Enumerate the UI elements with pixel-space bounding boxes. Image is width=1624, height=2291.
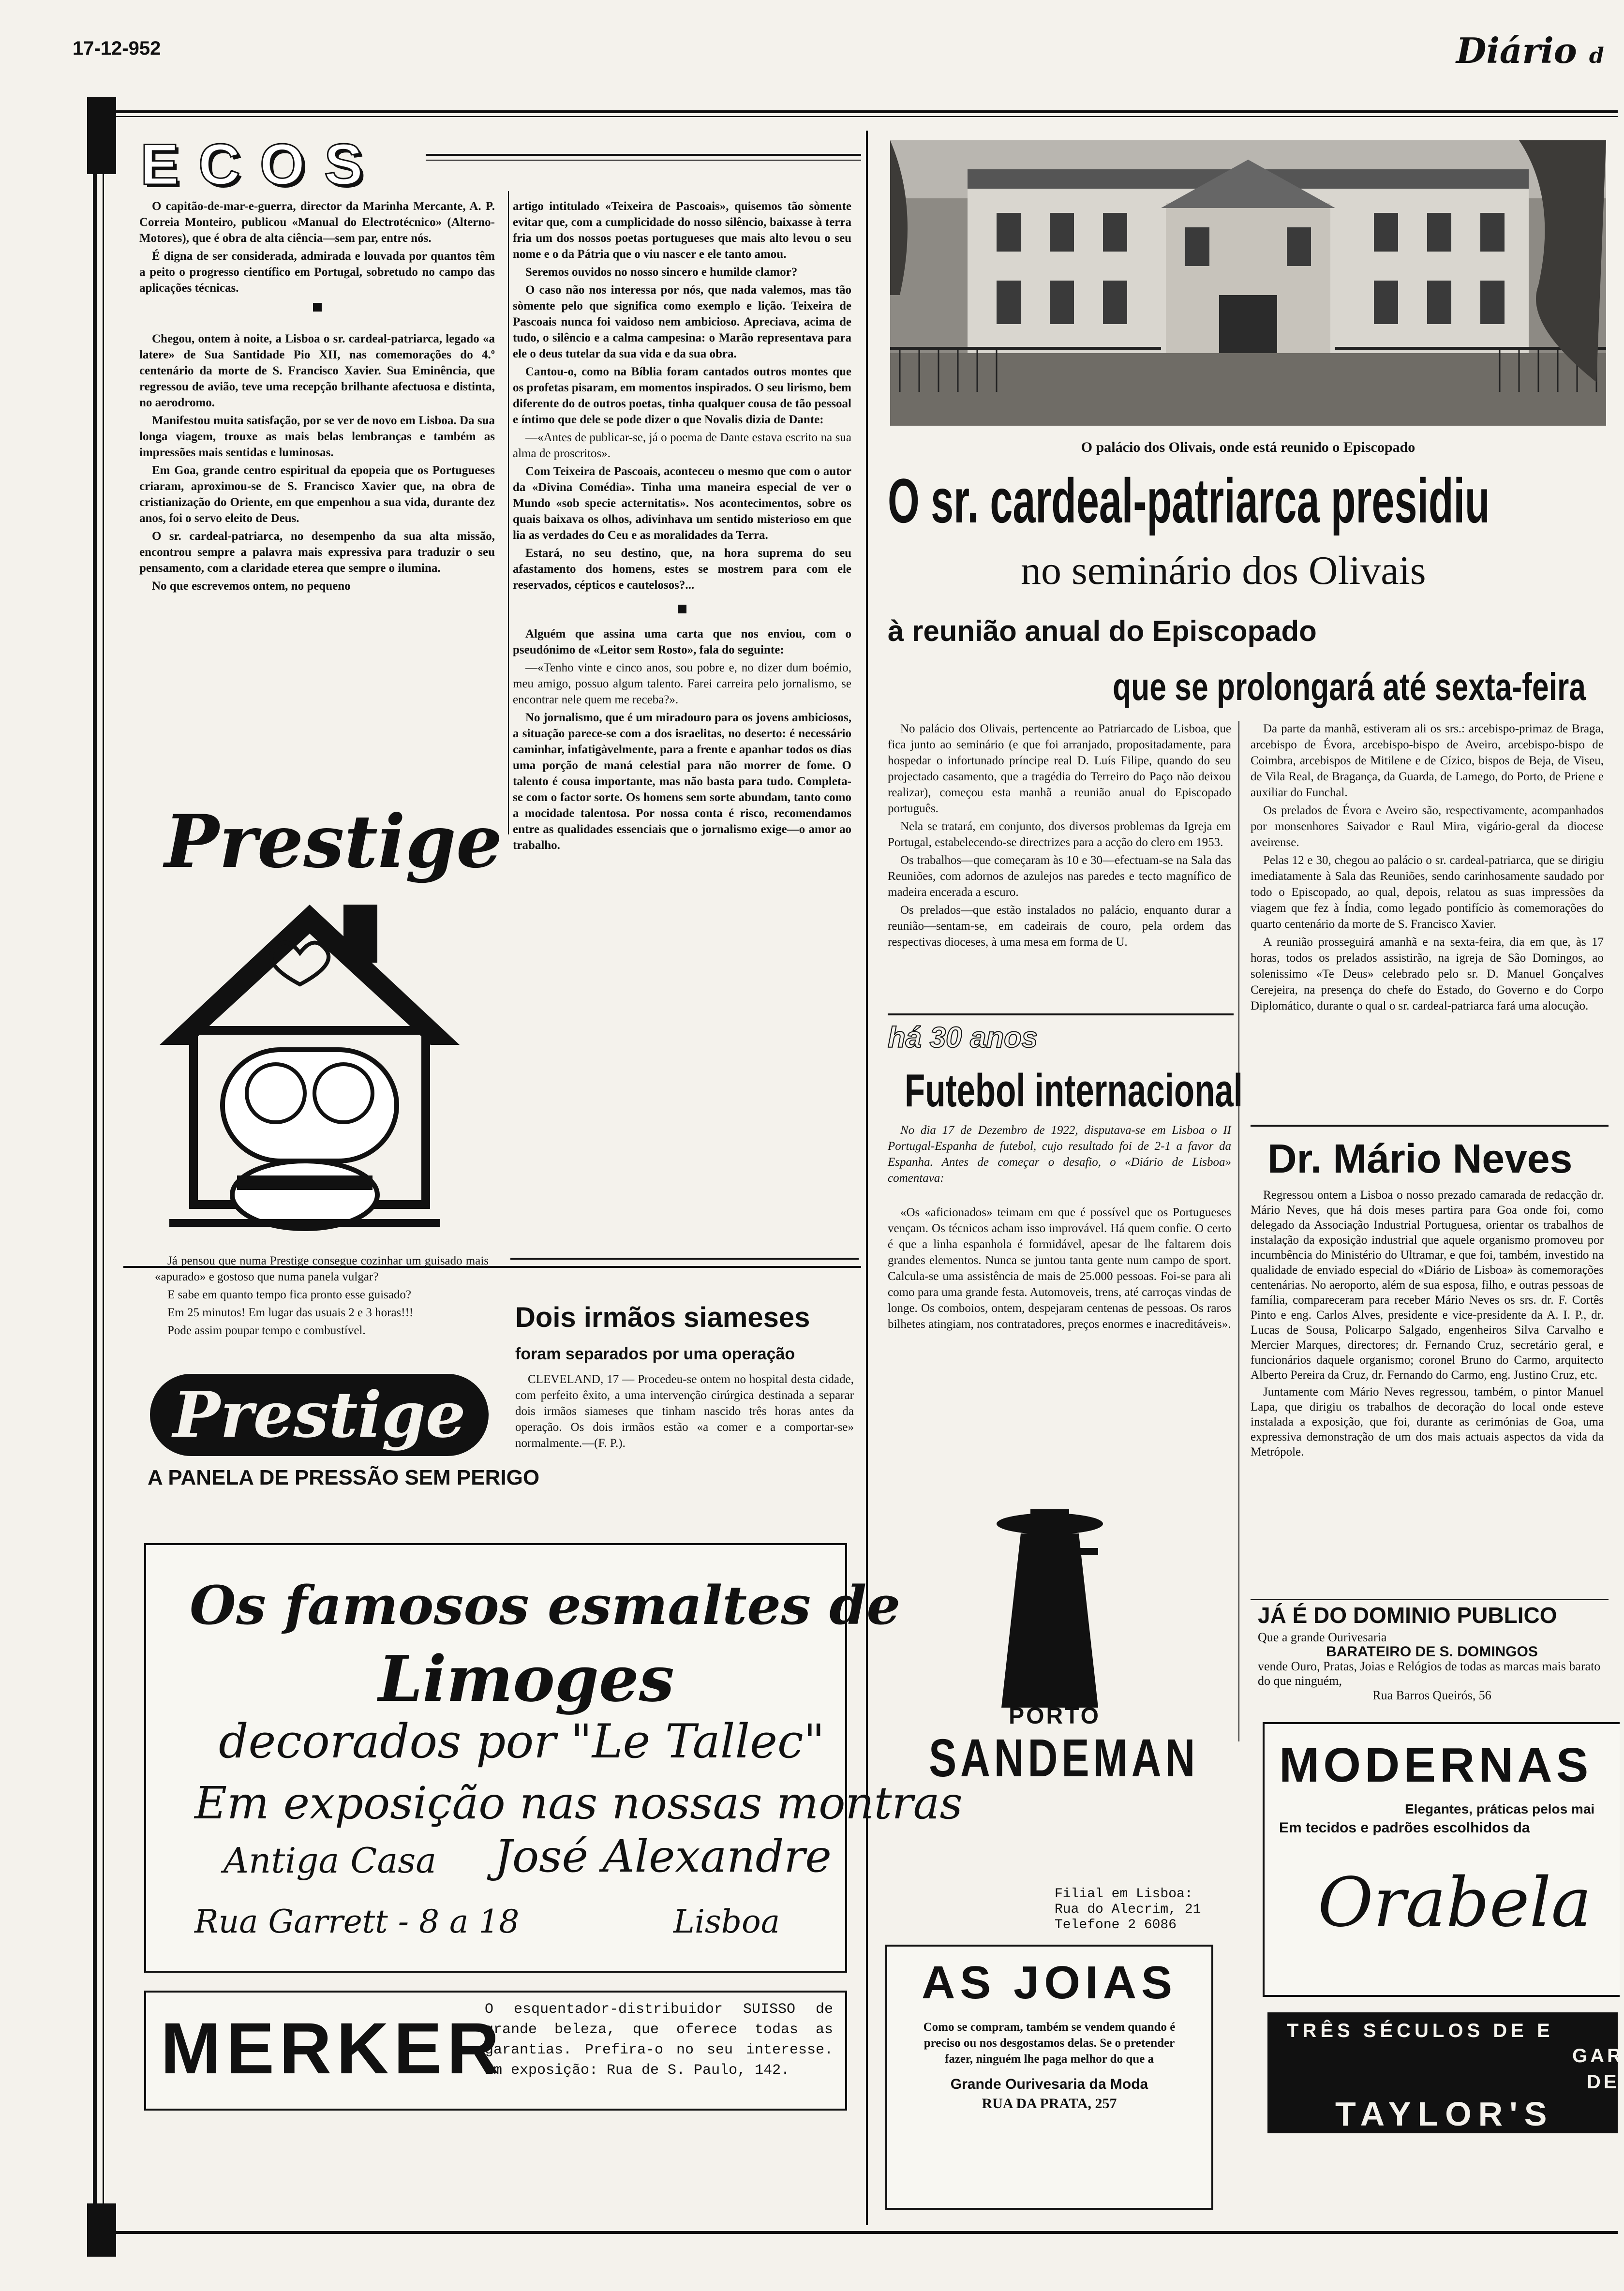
dominio-text: [1258, 1630, 1606, 1703]
ecos-paragraph: Cantou-o, como na Bíblia foram cantados outros montes que os profetas pisaram, em momentos inspirados. O seu lirismo, bem diferente do de outros poetas, tinha qualquer cousa de tão pessoal e íntimo que dele se pode dizer o que Novalis dizia de Dante:: [513, 365, 851, 426]
dominio-title: JÁ É DO DOMINIO PUBLICO: [1258, 1603, 1557, 1628]
siameses-subheadline: foram separados por uma operação: [515, 1345, 795, 1363]
ecos-paragraph: Estará, no seu destino, que, na hora suprema do seu afastamento dos homens, estes se mostrem para com ele reservados, cépticos e cautelosos?...: [513, 547, 851, 592]
prestige-logo: Prestige: [164, 799, 503, 884]
main-story-paragraph: Os prelados de Évora e Aveiro são, respectivamente, acompanhados por monsenhores Saivador e Raul Mira, vigário-geral da diocese aveirense.: [1251, 804, 1604, 849]
ecos-paragraph: Com Teixeira de Pascoais, aconteceu o mesmo que com o autor da «Divina Comédia». Tinha uma maneira especial de ver o Mundo «sob specie acternitatis». Nos acontecimentos, sobre os quais baixava os olhos, adivinhava um sentido misterioso em que lia as verdades do Ceu e as moralidades da Terra.: [513, 465, 851, 542]
main-story-paragraph: Pelas 12 e 30, chegou ao palácio o sr. cardeal-patriarca, que se dirigiu imediatamente à Sala das Reuniões, sendo carinhosamente saudado por todo o Episcopado, ao qual, depois, relatou as suas impressões da viagem que fez à Índia, como legado pontifício às comemorações do quarto centenário da morte de S. Francisco Xavier.: [1251, 854, 1604, 931]
ha30-body: «Os «aficionados» teimam em que é possível que os Portugueses vençam. Os técnicos acham isso improvável. Há quem confie. O certo é que a linha espanhola é formidável, apesar de lhe faltarem dois grandes elementos. Nunca se juntou tanta gente num campo de sport. Calcula-se uma assistência de mais de 25.000 pessoas. Foi-se para ali como para uma grande festa. Automoveis, trens, até carroças vindas de longe. Os comboios, ontem, despejaram centenas de pessoas. Os raros bilhetes atingiam, nos contratadores, preços enormes e inacreditáveis».: [888, 1206, 1231, 1331]
top-rule-thin: [116, 116, 1618, 117]
limoges-line-4: Em exposição nas nossas montras: [194, 1777, 963, 1829]
left-margin-rule: [93, 110, 97, 2234]
prestige-paragraph: E sabe em quanto tempo fica pronto esse guisado?: [167, 1288, 412, 1301]
limoges-line-3: decorados por "Le Tallec": [219, 1714, 825, 1769]
prestige-logo-2: Prestige: [173, 1378, 466, 1452]
ecos-paragraph: Chegou, ontem à noite, a Lisboa o sr. cardeal-patriarca, legado «a latere» de Sua Santidade Pio XII, nas comemorações do 4.º centenário da morte de S. Francisco Xavier. Sua Eminência, que regressou de avião, teve uma recepção brilhante afectuosa e distinta, no aerodromo.: [139, 332, 495, 409]
ecos-paragraph: Seremos ouvidos no nosso sincero e humilde clamor?: [525, 266, 798, 279]
prestige-tagline: A PANELA DE PRESSÃO SEM PERIGO: [148, 1466, 540, 1489]
main-headline: O sr. cardeal-patriarca presidiu: [888, 465, 1490, 536]
taylors-line-2: GAR: [1572, 2045, 1624, 2067]
dominio-line-4: Rua Barros Queirós, 56: [1372, 1688, 1491, 1702]
limoges-line-5b: José Alexandre: [494, 1830, 832, 1882]
ecos-paragraph: —«Antes de publicar-se, já o poema de Dante estava escrito na sua alma de proscritos».: [513, 431, 851, 460]
prestige-paragraph: Pode assim poupar tempo e combustível.: [167, 1324, 366, 1337]
ecos-paragraph: Em Goa, grande centro espiritual da epopeia que os Portugueses criaram, aproximou-se de S. Francisco Xavier que, na obra de cristianização do Oriente, em que empenhou a sua vida, durante dez anos, foi o servo eleito de Deus.: [139, 464, 495, 525]
prestige-house-illustration: [140, 885, 479, 1234]
modernas-ad: [1263, 1722, 1620, 1997]
corner-block-top: [87, 97, 116, 174]
joias-text: Como se compram, também se vendem quando é preciso ou nos desgostamos delas. Se o pretender fazer, ninguém lhe paga melhor do que a: [923, 2021, 1176, 2066]
taylors-line-3: DE: [1587, 2071, 1620, 2093]
masthead-tail: d: [1589, 44, 1604, 68]
corner-block-bottom: [87, 2203, 116, 2257]
main-deck-2: que se prolongará até sexta-feira: [1113, 665, 1586, 708]
limoges-line-6a: Rua Garrett - 8 a 18: [194, 1903, 520, 1940]
sandeman-don-silhouette: [992, 1504, 1108, 1712]
mario-neves-headline: Dr. Mário Neves: [1267, 1136, 1573, 1181]
ha30-intro: No dia 17 de Dezembro de 1922, disputava-se em Lisboa o II Portugal-Espanha de futebol, cujo resultado foi de 2-1 a favor da Espanha. Antes de começar o desafio, o «Diário de Lisboa» comentava:: [888, 1124, 1231, 1185]
limoges-line-5a: Antiga Casa: [223, 1840, 437, 1881]
palace-photo: [890, 140, 1606, 426]
main-story-paragraph: Os trabalhos—que começaram às 10 e 30—efectuam-se na Sala das Reuniões, com adornos de azulejos nas paredes e tecto magnífico de madeira encerada a escuro.: [888, 854, 1231, 899]
dominio-top-rule: [1251, 1599, 1609, 1600]
limoges-line-6b: Lisboa: [673, 1903, 780, 1940]
siameses-body: CLEVELAND, 17 — Procedeu-se ontem no hospital desta cidade, com perfeito êxito, a uma intervenção cirúrgica destinada a separar dois irmãos siameses que tinham nascido três horas antes da operação. Os dois irmãos estão «a comer e a comportar-se» normalmente.—(F. P.).: [515, 1373, 854, 1450]
modernas-title: MODERNAS: [1279, 1738, 1593, 1792]
joias-address: RUA DA PRATA, 257: [982, 2096, 1117, 2112]
ecos-paragraph: O caso não nos interessa por nós, que nada valemos, mas tão sòmente pelo que significa como exemplo e lição. Teixeira de Pascoais nunca foi vaidoso nem ambicioso. Apreciava, acima de tudo, o silêncio e a calma campesina: o Marão representava para ele o deus tutelar da sua vida e da sua obra.: [513, 283, 851, 360]
sandeman-address: [1055, 1887, 1201, 1933]
taylors-line-4: TAYLOR'S: [1335, 2095, 1554, 2133]
dominio-line-3: vende Ouro, Pratas, Joias e Relógios de todas as marcas mais barato do que ninguém,: [1258, 1659, 1601, 1688]
dominio-line-1: Que a grande Ourivesaria: [1258, 1630, 1387, 1644]
merker-ad: [144, 1991, 847, 2111]
main-story-paragraph: Nela se tratará, em conjunto, dos diversos problemas da Igreja em Portugal, estabelecendo-se directrizes para a acção do clero em 1953.: [888, 820, 1231, 849]
column-rule-2: [866, 131, 868, 2225]
main-story-paragraph: Da parte da manhã, estiveram ali os srs.: arcebispo-primaz de Braga, arcebispo de Évora, arcebispo-bispo de Aveiro, arcebispo-bispo de Coimbra, arcebispos de Mitilene e de Cízico, bispos de Beja, de Viseu, de Vila Real, de Bragança, da Guarda, de Lamego, do Porto, de Priene e auxiliar do Funchal.: [1251, 722, 1604, 799]
ecos-paragraph: O capitão-de-mar-e-guerra, director da Marinha Mercante, A. P. Correia Monteiro, publicou «Manual do Electrotécnico» (Alterno-Motores), que é obra de alta ciência—sem par, entre nós.: [139, 200, 495, 245]
ecos-paragraph: Alguém que assina uma carta que nos enviou, com o pseudónimo de «Leitor sem Rosto», fala do seguinte:: [513, 627, 851, 656]
ha30-top-rule: [888, 1013, 1234, 1015]
sandeman-addr-3: Telefone 2 6086: [1055, 1918, 1177, 1933]
joias-ad: [885, 1945, 1213, 2210]
main-story-col-a: [888, 721, 1231, 952]
ecos-paragraph: artigo intitulado «Teixeira de Pascoais», quisemos tão sòmente evitar que, com a cumplicidade do nosso silêncio, baixasse à terra fria um dos nossos poetas portugueses que mais alto levou o seu nome e o da Pátria que o viu nascer e ele tanto amou.: [513, 200, 851, 261]
prestige-paragraph: Em 25 minutos! Em lugar das usuais 2 e 3 horas!!!: [167, 1306, 414, 1319]
siameses-headline: Dois irmãos siameses: [515, 1302, 810, 1333]
ha30-headline: Futebol internacional: [905, 1065, 1243, 1116]
taylors-ad: [1267, 2012, 1624, 2133]
bottom-rule: [116, 2231, 1618, 2234]
ecos-paragraph: O sr. cardeal-patriarca, no desempenho da sua alta missão, encontrou sempre a palavra mais expressiva para traduzir o seu pensamento, com a claridade eterea que sempre o ilumina.: [139, 530, 495, 575]
ecos-column-1: [139, 198, 495, 596]
ecos-paragraph: Manifestou muita satisfação, por se ver de novo em Lisboa. Da sua longa viagem, trouxe as mais belas lembranças e também as impressões mais sentidas e luminosas.: [139, 414, 495, 459]
ecos-title-rule: [426, 154, 861, 156]
ha30-kicker: há 30 anos: [888, 1021, 1038, 1054]
taylors-line-1: TRÊS SÉCULOS DE E: [1287, 2020, 1554, 2041]
main-story-paragraph: No palácio dos Olivais, pertencente ao Patriarcado de Lisboa, que fica junto ao seminário (e que foi arranjado, propositadamente, para hospedar o infortunado príncipe real D. Luís Filipe, quando do seu projectado casamento, que a tragédia do Terreiro do Paço não deixou realizar), começou esta manhã a reunião anual do Episcopado português.: [888, 722, 1231, 815]
limoges-ad: [144, 1543, 963, 1973]
dominio-line-2: BARATEIRO DE S. DOMINGOS: [1326, 1644, 1538, 1660]
column-rule-1: [508, 191, 509, 834]
main-story-paragraph: Os prelados—que estão instalados no palácio, enquanto durar a reunião—sentam-se, em cadeirais de couro, pela ordem das respectivas dioceses, à uma mesa em forma de U.: [888, 904, 1231, 949]
ecos-separator-mark: [678, 605, 686, 613]
ecos-paragraph: No jornalismo, que é um miradouro para os jovens ambiciosos, a situação parece-se com a dos israelitas, no deserto: é necessário caminhar, infatigàvelmente, para a frente e apanhar todos os dias uma porção de maná celestial para não morrer de fome. O talento é cousa importante, mas não basta para tudo. Completa-se com o factor sorte. Os homens sem sorte abundam, tanto como a mocidade talentosa. Por nossa conta é risco, recomendamos entre as qualidades essenciais que o jornalismo exige—o amor ao trabalho.: [513, 711, 851, 852]
sandeman-line-2: SANDEMAN: [929, 1728, 1199, 1788]
sandeman-addr-1: Filial em Lisboa:: [1055, 1887, 1193, 1902]
left-margin-rule-thin: [103, 110, 104, 2234]
ecos-separator-mark: [313, 303, 322, 312]
ecos-title-rule-2: [426, 160, 861, 161]
main-subheadline: no seminário dos Olivais: [1021, 548, 1426, 593]
merker-brand: MERKER: [161, 2008, 505, 2089]
modernas-line-1: Elegantes, práticas pelos mai: [1405, 1801, 1595, 1816]
top-rule: [116, 110, 1618, 113]
ecos-paragraph: —«Tenho vinte e cinco anos, sou pobre e, no dizer dum boémio, meu amigo, possuo algum talento. Farei carreira pelo jornalismo, se encontrar nele quem me receba?».: [513, 661, 851, 706]
modernas-script: Orabela: [1318, 1863, 1592, 1942]
main-story-col-b: [1251, 721, 1604, 1016]
ecos-column-2: [513, 198, 851, 855]
prestige-copy: [155, 1253, 489, 1340]
mario-neves-paragraph: Juntamente com Mário Neves regressou, também, o pintor Manuel Lapa, que dirigiu os trabalhos de decoração do local onde esteve instalada a exposição, que foi, durante as cerimónias de Goa, uma expressiva demonstração de um dos mais actuais aspectos da vida da Metrópole.: [1251, 1385, 1604, 1458]
masthead: [1456, 30, 1604, 71]
mario-top-rule: [1251, 1125, 1609, 1127]
main-deck-1: à reunião anual do Episcopado: [888, 615, 1317, 647]
main-story-paragraph: A reunião prosseguirá amanhã e na sexta-feira, dia em que, às 17 horas, todos os prelados assistirão, na igreja de São Domingos, ao solenissimo «Te Deus» celebrado pelo sr. D. Manuel Gonçalves Cerejeira, na presença do chefe do Estado, do Governo e do Corpo Diplomático, durante o qual o sr. cardeal-patriarca fará uma alocução.: [1251, 936, 1604, 1012]
palace-photo-caption: O palácio dos Olivais, onde está reunido o Episcopado: [1081, 439, 1415, 455]
merker-text: O esquentador-distribuidor SUISSO de grande beleza, que oferece todas as garantias. Prefira-o no seu interesse. Em exposição: Rua de S. Paulo, 142.: [485, 2001, 833, 2079]
masthead-title: Diário: [1456, 30, 1577, 71]
main-story-column-rule: [1238, 721, 1239, 1741]
ecos-paragraph: É digna de ser considerada, admirada e louvada por quantos têm a peito o progresso científico em Portugal, sobretudo no campo das aplicações técnicas.: [139, 250, 495, 295]
mario-neves-body: [1251, 1188, 1604, 1461]
sandeman-line-1: PORTO: [1009, 1703, 1101, 1729]
joias-shop: Grande Ourivesaria da Moda: [950, 2076, 1148, 2092]
sandeman-addr-2: Rua do Alecrim, 21: [1055, 1902, 1201, 1917]
ecos-title: ECOS: [140, 132, 383, 197]
limoges-line-2: Limoges: [378, 1642, 674, 1716]
limoges-line-1: Os famosos esmaltes de: [190, 1574, 901, 1636]
modernas-line-2: Em tecidos e padrões escolhidos da: [1279, 1820, 1530, 1836]
prestige-paragraph: Já pensou que numa Prestige consegue cozinhar um guisado mais «apurado» e gostoso que numa panela vulgar?: [155, 1254, 489, 1283]
ecos-paragraph: No que escrevemos ontem, no pequeno: [152, 580, 351, 593]
mario-neves-paragraph: Regressou ontem a Lisboa o nosso prezado camarada de redacção dr. Mário Neves, que há dois meses partira para Goa onde foi, como delegado da Associação Industrial Portuguesa, orientar os trabalhos de instalação da exposição industrial que aquele organismo promoveu por incumbência do Ministério do Ultramar, e que foi, também, investido na qualidade de enviado especial do «Diário de Lisboa» às comemorações centenárias. No aeroporto, além de sua esposa, filho, e outras pessoas de família, compareceram para receber Mário Neves os srs. dr. F. Cortês Pinto e eng. Carlos Alves, presidente e vice-presidente da A. I. P., dr. Lucas de Sousa, Policarpo Salgado, engenheiros Silva Carvalho e Mercier Marques, directores; dr. Fernando Cruz, secretário geral, e funcionários daquele organismo; coronel Bruno do Carmo, arquitecto Alberto Pereira da Cruz, dr. Fernando do Carmo, eng. Justino Cruz, etc.: [1251, 1189, 1604, 1382]
joias-title: AS JOIAS: [921, 1957, 1177, 2008]
page-date: 17-12-952: [73, 38, 161, 59]
ecos-end-rule: [510, 1258, 859, 1260]
